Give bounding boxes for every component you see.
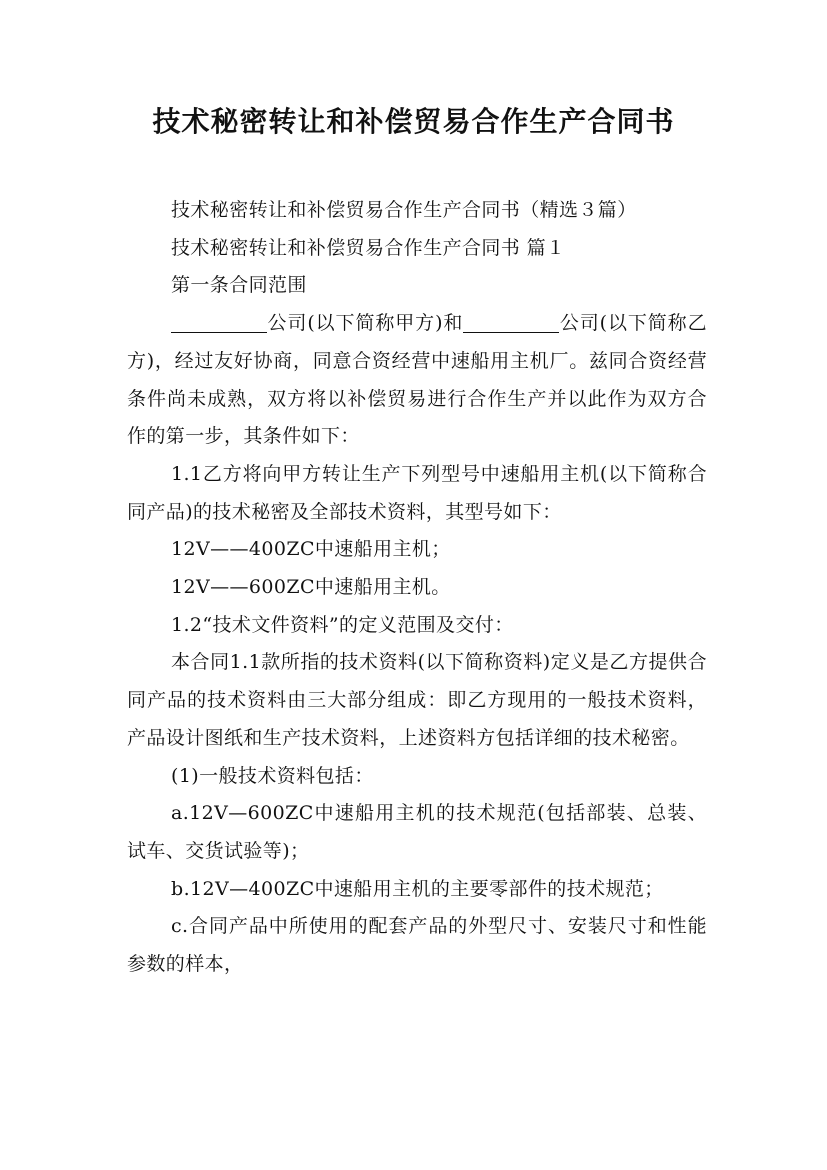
list-heading: (1)一般技术资料包括： [171,764,374,787]
clause-1-1: 1.1乙方将向甲方转让生产下列型号中速船用主机(以下简称合同产品)的技术秘密及全部技术资料，其型号如下： [127,462,707,523]
parties-text-1: 公司(以下简称甲方)和 [267,312,464,335]
parties-text-2: 公司(以下简称乙方)，经过友好协商，同意合资经营中速船用主机厂。兹同合资经营条件尚未成熟，双方将以补偿贸易进行合作生产并以此作为双方合作的第一步，其条件如下： [127,312,707,448]
party-b-blank [463,310,559,333]
model-item-1: 12V——400ZC中速船用主机； [171,538,451,561]
document-subtitle: 技术秘密转让和补偿贸易合作生产合同书（精选３篇） [171,199,637,221]
section-heading: 技术秘密转让和补偿贸易合作生产合同书 篇１ [171,236,566,259]
list-item-b: b.12V—400ZC中速船用主机的主要零部件的技术规范； [171,877,664,900]
document-title: 技术秘密转让和补偿贸易合作生产合同书 [152,105,675,138]
model-item-2: 12V——600ZC中速船用主机。 [171,576,451,599]
list-item-a: a.12V—600ZC中速船用主机的技术规范(包括部装、总装、试车、交货试验等)； [127,802,707,862]
parties-paragraph [127,305,707,456]
list-item-c: c.合同产品中所使用的配套产品的外型尺寸、安装尺寸和性能参数的样本， [127,915,707,976]
clause-1-2-body: 本合同1.1款所指的技术资料(以下简称资料)定义是乙方提供合同产品的技术资料由三大部分组成：即乙方现用的一般技术资料，产品设计图纸和生产技术资料，上述资料方包括详细的技术秘密。 [127,651,707,749]
document-body [127,192,707,984]
article-heading: 第一条合同范围 [171,274,307,297]
party-a-blank [171,310,267,333]
clause-1-2: 1.2“技术文件资料”的定义范围及交付： [171,613,514,636]
